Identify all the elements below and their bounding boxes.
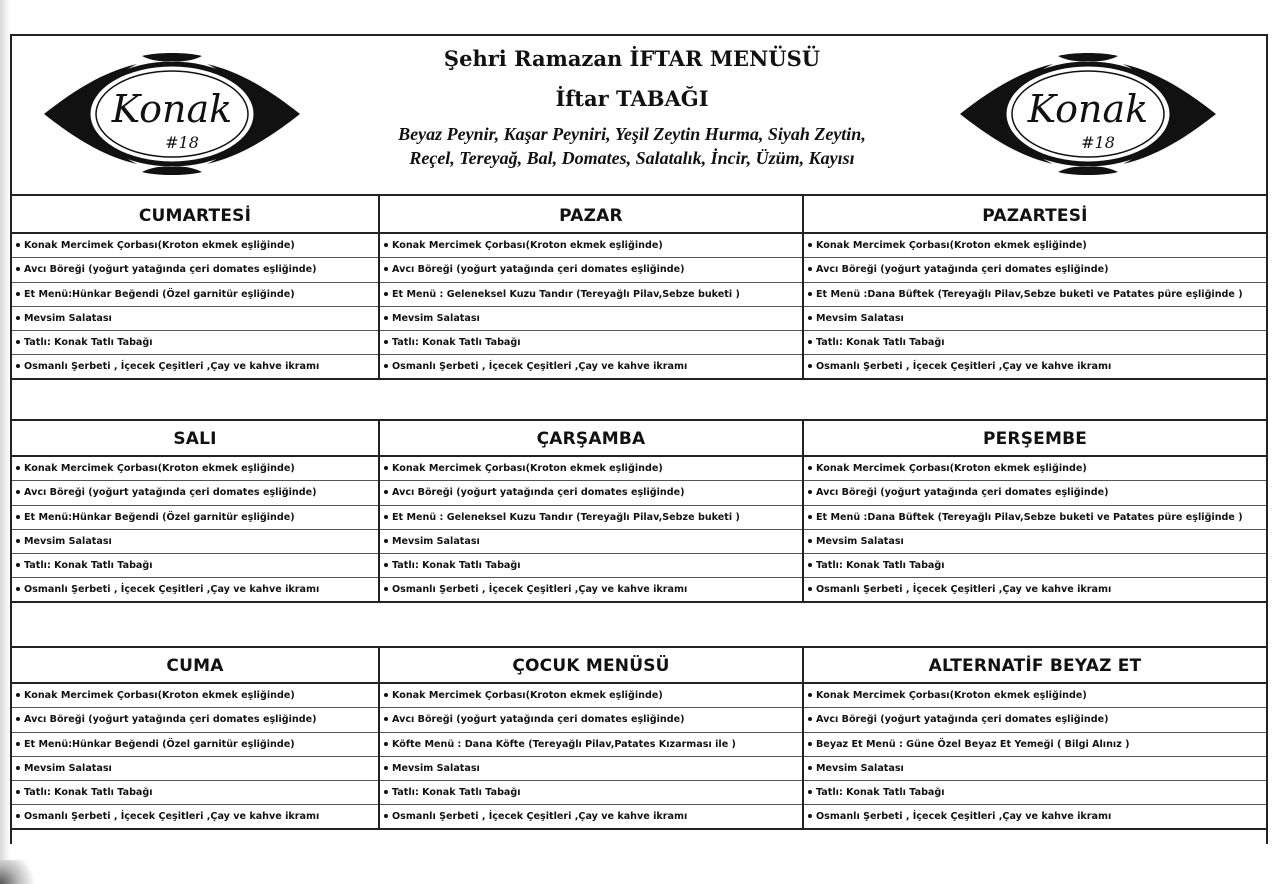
menu-item: Mevsim Salatası	[12, 307, 378, 331]
bullet-icon	[384, 364, 388, 368]
day-column-sali	[12, 419, 380, 603]
day-heading: ÇARŞAMBA	[380, 419, 802, 457]
bullet-icon	[384, 790, 388, 794]
day-heading: CUMARTESİ	[12, 196, 378, 234]
bullet-icon	[384, 587, 388, 591]
menu-header	[12, 36, 1266, 196]
day-heading: ALTERNATİF BEYAZ ET	[804, 646, 1266, 684]
bullet-icon	[384, 340, 388, 344]
day-heading: SALI	[12, 419, 378, 457]
day-heading: PAZARTESİ	[804, 196, 1266, 234]
menu-item: Et Menü :Dana Büftek (Tereyağlı Pilav,Sebze buketi ve Patates püre eşliğinde )	[804, 506, 1266, 530]
bullet-icon	[808, 515, 812, 519]
bullet-icon	[16, 243, 20, 247]
bullet-icon	[808, 717, 812, 721]
bullet-icon	[16, 587, 20, 591]
bullet-icon	[16, 539, 20, 543]
bullet-icon	[384, 267, 388, 271]
bullet-icon	[808, 693, 812, 697]
page-edge-shadow	[0, 0, 10, 884]
menu-item: Tatlı: Konak Tatlı Tabağı	[804, 554, 1266, 578]
menu-item: Osmanlı Şerbeti , İçecek Çeşitleri ,Çay ve kahve ikramı	[804, 578, 1266, 602]
bottom-spacer	[12, 830, 1266, 844]
bullet-icon	[384, 466, 388, 470]
bullet-icon	[808, 466, 812, 470]
menu-block-2	[12, 419, 1266, 603]
day-heading: PERŞEMBE	[804, 419, 1266, 457]
menu-item: Konak Mercimek Çorbası(Kroton ekmek eşliğinde)	[804, 457, 1266, 481]
menu-item: Tatlı: Konak Tatlı Tabağı	[804, 331, 1266, 355]
day-column-carsamba	[380, 419, 804, 603]
menu-item: Avcı Böreği (yoğurt yatağında çeri domates eşliğinde)	[804, 258, 1266, 282]
menu-item: Beyaz Et Menü : Güne Özel Beyaz Et Yemeği ( Bilgi Alınız )	[804, 733, 1266, 757]
menu-item: Osmanlı Şerbeti , İçecek Çeşitleri ,Çay ve kahve ikramı	[380, 355, 802, 379]
menu-item: Avcı Böreği (yoğurt yatağında çeri domates eşliğinde)	[380, 708, 802, 732]
menu-item: Avcı Böreği (yoğurt yatağında çeri domates eşliğinde)	[12, 258, 378, 282]
day-column-cocuk-menusu	[380, 646, 804, 830]
menu-item: Mevsim Salatası	[804, 307, 1266, 331]
bullet-icon	[384, 316, 388, 320]
menu-item: Mevsim Salatası	[12, 757, 378, 781]
bullet-icon	[808, 267, 812, 271]
menu-item: Konak Mercimek Çorbası(Kroton ekmek eşliğinde)	[12, 457, 378, 481]
bullet-icon	[16, 490, 20, 494]
bullet-icon	[384, 515, 388, 519]
bullet-icon	[16, 340, 20, 344]
bullet-icon	[808, 766, 812, 770]
plate-contents-line-1: Beyaz Peynir, Kaşar Peyniri, Yeşil Zeytin Hurma, Siyah Zeytin,	[398, 124, 866, 144]
bullet-icon	[16, 766, 20, 770]
menu-item: Et Menü:Hünkar Beğendi (Özel garnitür eşliğinde)	[12, 283, 378, 307]
menu-item: Et Menü:Hünkar Beğendi (Özel garnitür eşliğinde)	[12, 733, 378, 757]
day-column-alternatif-beyaz-et	[804, 646, 1266, 830]
menu-item: Tatlı: Konak Tatlı Tabağı	[12, 554, 378, 578]
menu-item: Konak Mercimek Çorbası(Kroton ekmek eşliğinde)	[380, 457, 802, 481]
menu-item: Et Menü :Dana Büftek (Tereyağlı Pilav,Sebze buketi ve Patates püre eşliğinde )	[804, 283, 1266, 307]
menu-item: Konak Mercimek Çorbası(Kroton ekmek eşliğinde)	[804, 234, 1266, 258]
section-spacer	[12, 380, 1266, 421]
logo-text-right: Konak	[1027, 87, 1149, 131]
bullet-icon	[16, 515, 20, 519]
menu-item: Mevsim Salatası	[380, 530, 802, 554]
menu-item: Konak Mercimek Çorbası(Kroton ekmek eşliğinde)	[12, 234, 378, 258]
menu-item: Avcı Böreği (yoğurt yatağında çeri domates eşliğinde)	[380, 481, 802, 505]
menu-item: Konak Mercimek Çorbası(Kroton ekmek eşliğinde)	[804, 684, 1266, 708]
bullet-icon	[16, 466, 20, 470]
menu-item: Mevsim Salatası	[804, 757, 1266, 781]
menu-item: Tatlı: Konak Tatlı Tabağı	[380, 781, 802, 805]
menu-item: Avcı Böreği (yoğurt yatağında çeri domates eşliğinde)	[380, 258, 802, 282]
bullet-icon	[16, 742, 20, 746]
day-column-pazar	[380, 196, 804, 380]
bullet-icon	[808, 742, 812, 746]
day-column-cuma	[12, 646, 380, 830]
bullet-icon	[16, 316, 20, 320]
menu-item: Osmanlı Şerbeti , İçecek Çeşitleri ,Çay ve kahve ikramı	[12, 578, 378, 602]
bullet-icon	[808, 539, 812, 543]
menu-item: Mevsim Salatası	[804, 530, 1266, 554]
menu-item: Osmanlı Şerbeti , İçecek Çeşitleri ,Çay ve kahve ikramı	[380, 578, 802, 602]
bullet-icon	[384, 766, 388, 770]
bullet-icon	[808, 292, 812, 296]
day-column-persembe	[804, 419, 1266, 603]
bullet-icon	[384, 490, 388, 494]
menu-item: Osmanlı Şerbeti , İçecek Çeşitleri ,Çay ve kahve ikramı	[380, 805, 802, 829]
bullet-icon	[384, 742, 388, 746]
menu-block-1	[12, 196, 1266, 380]
bullet-icon	[384, 693, 388, 697]
konak-logo-right	[958, 52, 1218, 176]
bullet-icon	[808, 316, 812, 320]
bullet-icon	[808, 364, 812, 368]
logo-number-left: #18	[165, 133, 199, 152]
section-spacer	[12, 603, 1266, 648]
bullet-icon	[384, 292, 388, 296]
menu-item: Tatlı: Konak Tatlı Tabağı	[12, 781, 378, 805]
menu-item: Osmanlı Şerbeti , İçecek Çeşitleri ,Çay ve kahve ikramı	[12, 805, 378, 829]
logo-text-left: Konak	[111, 87, 233, 131]
day-heading: PAZAR	[380, 196, 802, 234]
bullet-icon	[16, 364, 20, 368]
menu-item: Mevsim Salatası	[380, 307, 802, 331]
bullet-icon	[384, 539, 388, 543]
bullet-icon	[384, 563, 388, 567]
page-corner-shadow	[0, 860, 40, 884]
menu-item: Osmanlı Şerbeti , İçecek Çeşitleri ,Çay ve kahve ikramı	[804, 805, 1266, 829]
plate-contents-line-2: Reçel, Tereyağ, Bal, Domates, Salatalık, İncir, Üzüm, Kayısı	[409, 148, 855, 168]
bullet-icon	[808, 563, 812, 567]
menu-item: Et Menü : Geleneksel Kuzu Tandır (Tereyağlı Pilav,Sebze buketi )	[380, 506, 802, 530]
menu-item: Konak Mercimek Çorbası(Kroton ekmek eşliğinde)	[380, 684, 802, 708]
menu-item: Tatlı: Konak Tatlı Tabağı	[12, 331, 378, 355]
bullet-icon	[384, 243, 388, 247]
bullet-icon	[808, 340, 812, 344]
menu-item: Osmanlı Şerbeti , İçecek Çeşitleri ,Çay ve kahve ikramı	[12, 355, 378, 379]
bullet-icon	[16, 717, 20, 721]
day-heading: ÇOCUK MENÜSÜ	[380, 646, 802, 684]
menu-frame	[10, 34, 1268, 844]
bullet-icon	[808, 490, 812, 494]
menu-subtitle-plate: İftar TABAĞI	[555, 86, 709, 111]
menu-item: Avcı Böreği (yoğurt yatağında çeri domates eşliğinde)	[804, 708, 1266, 732]
bullet-icon	[384, 814, 388, 818]
menu-item: Avcı Böreği (yoğurt yatağında çeri domates eşliğinde)	[12, 708, 378, 732]
bullet-icon	[16, 267, 20, 271]
menu-item: Konak Mercimek Çorbası(Kroton ekmek eşliğinde)	[12, 684, 378, 708]
menu-title: Şehri Ramazan İFTAR MENÜSÜ	[443, 46, 821, 71]
bullet-icon	[808, 243, 812, 247]
menu-item: Et Menü : Geleneksel Kuzu Tandır (Tereyağlı Pilav,Sebze buketi )	[380, 283, 802, 307]
logo-number-right: #18	[1081, 133, 1115, 152]
menu-item: Mevsim Salatası	[380, 757, 802, 781]
menu-item: Et Menü:Hünkar Beğendi (Özel garnitür eşliğinde)	[12, 506, 378, 530]
bullet-icon	[808, 790, 812, 794]
bullet-icon	[16, 814, 20, 818]
bullet-icon	[808, 587, 812, 591]
bullet-icon	[808, 814, 812, 818]
menu-item: Mevsim Salatası	[12, 530, 378, 554]
day-column-cumartesi	[12, 196, 380, 380]
bullet-icon	[16, 292, 20, 296]
bullet-icon	[16, 790, 20, 794]
bullet-icon	[16, 563, 20, 567]
menu-item: Tatlı: Konak Tatlı Tabağı	[380, 554, 802, 578]
konak-logo-left	[42, 52, 302, 176]
menu-item: Tatlı: Konak Tatlı Tabağı	[380, 331, 802, 355]
day-heading: CUMA	[12, 646, 378, 684]
bullet-icon	[16, 693, 20, 697]
menu-item: Tatlı: Konak Tatlı Tabağı	[804, 781, 1266, 805]
day-column-pazartesi	[804, 196, 1266, 380]
menu-item: Avcı Böreği (yoğurt yatağında çeri domates eşliğinde)	[12, 481, 378, 505]
menu-item: Avcı Böreği (yoğurt yatağında çeri domates eşliğinde)	[804, 481, 1266, 505]
menu-block-3	[12, 646, 1266, 830]
menu-item: Konak Mercimek Çorbası(Kroton ekmek eşliğinde)	[380, 234, 802, 258]
menu-item: Osmanlı Şerbeti , İçecek Çeşitleri ,Çay ve kahve ikramı	[804, 355, 1266, 379]
menu-item: Köfte Menü : Dana Köfte (Tereyağlı Pilav,Patates Kızarması ile )	[380, 733, 802, 757]
bullet-icon	[384, 717, 388, 721]
